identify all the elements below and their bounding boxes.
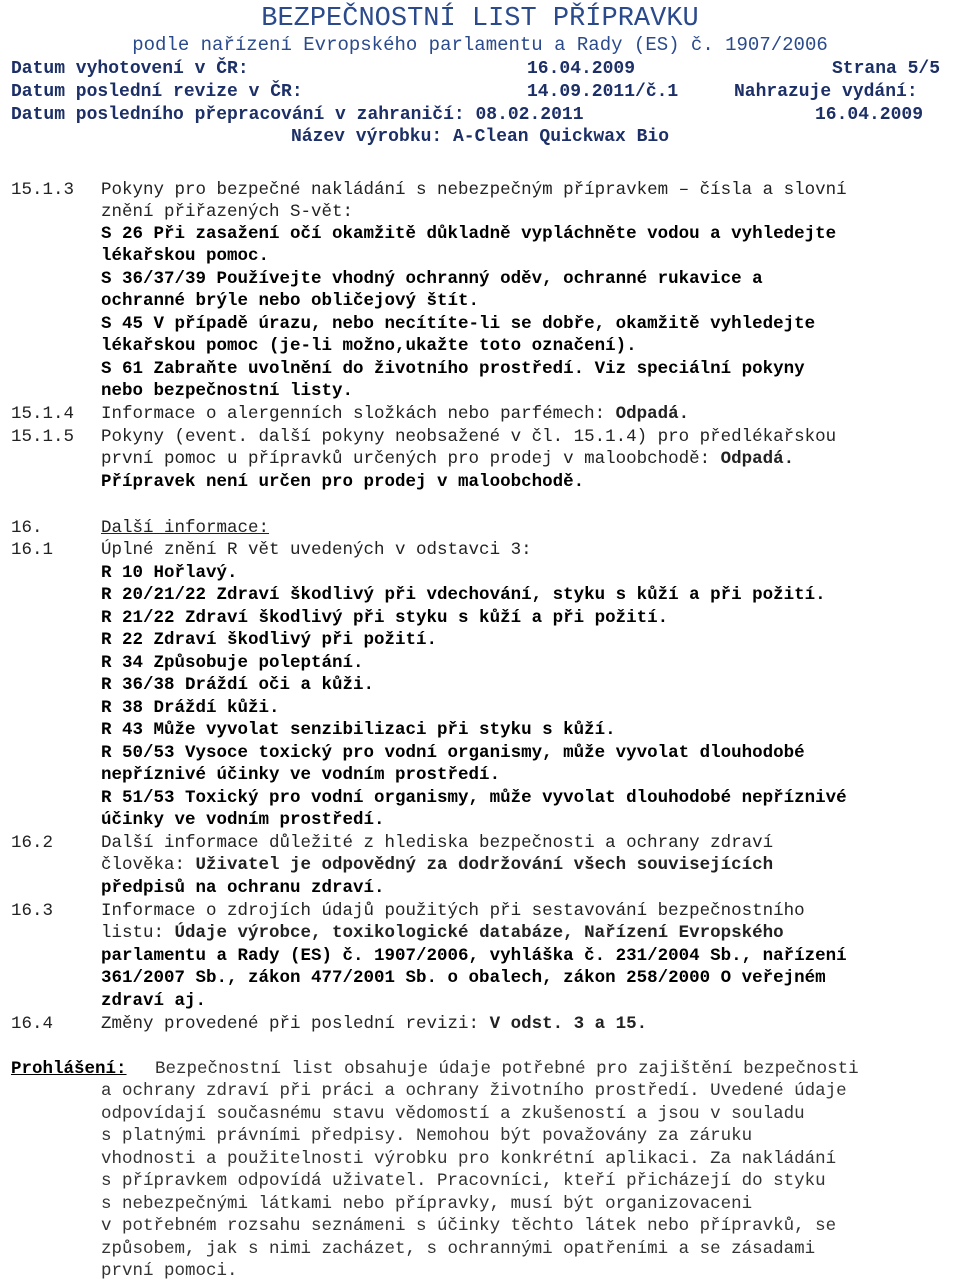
r-phrase: R 34 Způsobuje poleptání. (101, 653, 364, 673)
s26-line-2: lékařskou pomoc. (101, 246, 270, 266)
replaces-label: Nahrazuje vydání: (734, 82, 918, 102)
section-15-1-3-heading-1: Pokyny pro bezpečné nakládání s nebezpečným přípravkem – čísla a slovní (101, 180, 847, 200)
page-number: Strana 5/5 (832, 59, 941, 79)
product-name: Název výrobku: A-Clean Quickwax Bio (290, 127, 670, 147)
declaration-line: vhodnosti a použitelnosti výrobku pro konkrétní aplikaci. Za nakládání (101, 1149, 837, 1169)
section-15-1-5-line-2 (101, 448, 794, 470)
s61-line-2: nebo bezpečnostní listy. (101, 381, 354, 401)
declaration-line: s platnými právními předpisy. Nemohou být považovány za záruku (101, 1126, 753, 1146)
section-15-1-5-number: 15.1.5 (11, 427, 75, 447)
section-16-1-intro: Úplné znění R vět uvedených v odstavci 3: (101, 540, 532, 560)
section-15-1-5-line-1: Pokyny (event. další pokyny neobsažené v čl. 15.1.4) pro předlékařskou (101, 427, 837, 447)
r-phrase: R 51/53 Toxický pro vodní organismy, může vyvolat dlouhodobé nepříznivé (101, 788, 847, 808)
section-15-1-4 (101, 403, 689, 425)
s45-line-1: S 45 V případě úrazu, nebo necítíte-li se dobře, okamžitě vyhledejte (101, 314, 816, 334)
section-16-3-line-2-bold: Údaje výrobce, toxikologické databáze, Nařízení Evropského (174, 923, 784, 943)
r-phrase: R 20/21/22 Zdraví škodlivý při vdechování, styku s kůží a při požití. (101, 585, 826, 605)
section-16-2-line-1: Další informace důležité z hlediska bezpečnosti a ochrany zdraví (101, 833, 774, 853)
section-16-2-number: 16.2 (11, 833, 54, 853)
r-phrase: R 38 Dráždí kůži. (101, 698, 280, 718)
s36-line-1: S 36/37/39 Používejte vhodný ochranný oděv, ochranné rukavice a (101, 269, 763, 289)
section-16-4-number: 16.4 (11, 1014, 54, 1034)
s61-line-1: S 61 Zabraňte uvolnění do životního prostředí. Viz speciální pokyny (101, 359, 805, 379)
section-15-1-4-value: Odpadá. (615, 404, 690, 424)
declaration-line: s nebezpečnými látkami nebo přípravky, musí být organizovaceni (101, 1194, 753, 1214)
r-phrase: nepříznivé účinky ve vodním prostředí. (101, 765, 501, 785)
section-16-title: Další informace: (101, 518, 270, 538)
declaration-line: Bezpečnostní list obsahuje údaje potřebné pro zajištění bezpečnosti (155, 1059, 859, 1079)
declaration-line: způsobem, jak s nimi zacházet, s ochrannými opatřeními a se zásadami (101, 1239, 816, 1259)
s26-line-1: S 26 Při zasažení očí okamžitě důkladně vypláchněte vodou a vyhledejte (101, 224, 837, 244)
r-phrase: účinky ve vodním prostředí. (101, 810, 385, 830)
section-16-3-line-5: zdraví aj. (101, 991, 207, 1011)
replaces-value: 16.04.2009 (815, 105, 924, 125)
section-15-1-3-heading-2: znění přiřazených S-vět: (101, 202, 354, 222)
section-16-2-line-2 (101, 854, 773, 876)
section-15-1-5-line-2-text: první pomoc u přípravků určených pro prodej v maloobchodě: (101, 449, 721, 469)
section-16-3-line-4: 361/2007 Sb., zákon 477/2001 Sb. o obalech, zákon 258/2000 O veřejném (101, 968, 826, 988)
created-label: Datum vyhotovení v ČR: (11, 59, 249, 79)
revision-value: 14.09.2011/č.1 (527, 82, 679, 102)
section-16-4-text: Změny provedené při poslední revizi: (101, 1014, 490, 1034)
declaration-line: v potřebném rozsahu seznámeni s účinky těchto látek nebo přípravků, se (101, 1216, 837, 1236)
section-16-3-line-1: Informace o zdrojích údajů použitých při sestavování bezpečnostního (101, 901, 805, 921)
section-16-3-line-2 (101, 922, 784, 944)
r-phrase: R 43 Může vyvolat senzibilizaci při styku s kůží. (101, 720, 616, 740)
r-phrase: R 22 Zdraví škodlivý při požití. (101, 630, 438, 650)
declaration-line: a ochrany zdraví při práci a ochrany životního prostředí. Uvedené údaje (101, 1081, 847, 1101)
section-15-1-4-text: Informace o alergenních složkách nebo parfémech: (101, 404, 616, 424)
declaration-line: první pomoci. (101, 1261, 238, 1281)
section-15-1-5-value: Odpadá. (720, 449, 795, 469)
document-title: BEZPEČNOSTNÍ LIST PŘÍPRAVKU (261, 4, 699, 34)
r-phrase: R 36/38 Dráždí oči a kůži. (101, 675, 375, 695)
r-phrase: R 21/22 Zdraví škodlivý při styku s kůží a při požití. (101, 608, 669, 628)
s45-line-2: lékařskou pomoc (je-li možno,ukažte toto označení). (101, 336, 637, 356)
section-16-3-number: 16.3 (11, 901, 54, 921)
r-phrase: R 10 Hořlavý. (101, 563, 238, 583)
section-16-4-value: V odst. 3 a 15. (489, 1014, 648, 1034)
section-16-1-number: 16.1 (11, 540, 54, 560)
declaration-line: odpovídají současnému stavu vědomostí a zkušeností a jsou v souladu (101, 1104, 805, 1124)
section-15-1-5-line-3: Přípravek není určen pro prodej v maloobchodě. (101, 472, 585, 492)
created-value: 16.04.2009 (527, 59, 636, 79)
section-15-1-3-number: 15.1.3 (11, 180, 75, 200)
section-16-2-line-2-text: člověka: (101, 855, 196, 875)
declaration-line: s přípravkem odpovídá uživatel. Pracovníci, kteří přicházejí do styku (101, 1171, 826, 1191)
declaration-label: Prohlášení: (11, 1059, 127, 1079)
section-15-1-4-number: 15.1.4 (11, 404, 75, 424)
revision-label: Datum poslední revize v ČR: (11, 82, 303, 102)
section-16-4 (101, 1013, 647, 1035)
section-16-number: 16. (11, 518, 43, 538)
document-subtitle: podle nařízení Evropského parlamentu a Rady (ES) č. 1907/2006 (132, 34, 828, 56)
section-16-2-line-2-bold: Uživatel je odpovědný za dodržování všech souvisejících (195, 855, 774, 875)
reworked-date: Datum posledního přepracování v zahraničí: 08.02.2011 (11, 105, 584, 125)
s36-line-2: ochranné brýle nebo obličejový štít. (101, 291, 480, 311)
section-16-3-line-3: parlamentu a Rady (ES) č. 1907/2006, vyhláška č. 231/2004 Sb., nařízení (101, 946, 847, 966)
section-16-3-line-2-text: listu: (101, 923, 175, 943)
section-16-2-line-3: předpisů na ochranu zdraví. (101, 878, 385, 898)
r-phrase: R 50/53 Vysoce toxický pro vodní organismy, může vyvolat dlouhodobé (101, 743, 805, 763)
